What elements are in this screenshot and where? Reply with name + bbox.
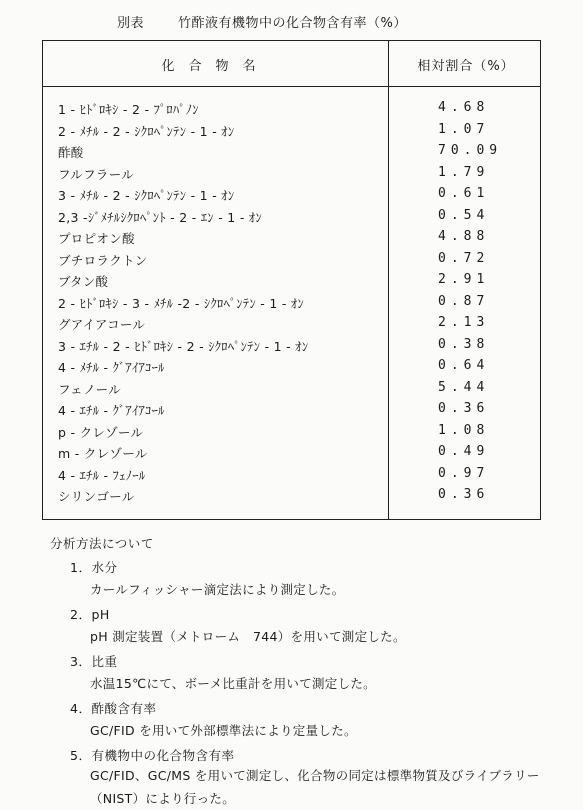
compound-name: 1 - ﾋﾄﾞﾛｷｼ - 2 - ﾌﾟﾛﾊﾟﾉﾝ xyxy=(58,102,199,117)
compound-name: 2,3 -ｼﾞﾒﾁﾙｼｸﾛﾍﾟﾝﾄ - 2 - ｴﾝ - 1 - ｵﾝ xyxy=(58,209,262,225)
relative-ratio-value: 0.36 xyxy=(438,487,490,502)
table-row xyxy=(43,163,540,185)
table-row xyxy=(43,399,540,421)
table-row xyxy=(43,141,540,163)
compound-name: 4 - ﾒﾁﾙ - ｸﾞｱｲｱｺｰﾙ xyxy=(58,360,165,375)
compound-name: 2 - ﾋﾄﾞﾛｷｼ - 3 - ﾒﾁﾙ -2 - ｼｸﾛﾍﾟﾝﾃﾝ - 1 - ｵﾝ xyxy=(58,295,305,311)
note-body-moisture: カールフィッシャー滴定法により測定した。 xyxy=(90,582,345,597)
relative-ratio-value: 0.38 xyxy=(438,336,490,352)
compound-name: 3 - ｴﾁﾙ - 2 - ﾋﾄﾞﾛｷｼ - 2 - ｼｸﾛﾍﾟﾝﾃﾝ - 1 - ｵﾝ xyxy=(58,338,309,354)
table-row xyxy=(43,227,540,249)
relative-ratio-value: 5.44 xyxy=(438,379,490,395)
compound-table xyxy=(42,40,541,520)
note-body-specific-gravity: 水温15℃にて、ボーメ比重計を用いて測定した。 xyxy=(90,676,376,691)
compound-name: 4 - ｴﾁﾙ - ｸﾞｱｲｱｺｰﾙ xyxy=(58,403,165,418)
note-body-acetic-acid: GC/FID を用いて外部標準法により定量した。 xyxy=(90,723,357,738)
table-row xyxy=(43,120,540,142)
relative-ratio-value: 0.97 xyxy=(438,465,490,481)
table-header xyxy=(43,41,540,87)
table-body xyxy=(43,98,540,507)
relative-ratio-value: 4.88 xyxy=(438,229,490,244)
note-title-organic-compounds: 5．有機物中の化合物含有率 xyxy=(70,748,235,763)
note-title-ph: 2．pH xyxy=(70,607,110,622)
compound-name: 酢酸 xyxy=(58,145,84,160)
table-row xyxy=(43,485,540,507)
compound-name: 3 - ﾒﾁﾙ - 2 - ｼｸﾛﾍﾟﾝﾃﾝ - 1 - ｵﾝ xyxy=(58,188,235,203)
relative-ratio-value: 0.54 xyxy=(438,207,490,223)
table-row xyxy=(43,292,540,314)
relative-ratio-value: 70.09 xyxy=(438,143,503,158)
table-row xyxy=(43,184,540,206)
relative-ratio-value: 1.79 xyxy=(438,164,490,180)
table-row xyxy=(43,442,540,464)
header-relative-ratio: 相対割合（%） xyxy=(417,59,515,74)
relative-ratio-value: 2.13 xyxy=(438,315,490,330)
table-row xyxy=(43,270,540,292)
table-row xyxy=(43,249,540,271)
relative-ratio-value: 4.68 xyxy=(438,100,490,115)
header-compound-name: 化合物名 xyxy=(161,59,270,74)
table-row xyxy=(43,464,540,486)
notes-heading: 分析方法について xyxy=(50,536,154,551)
note-title-moisture: 1．水分 xyxy=(70,560,118,575)
compound-name: 2 - ﾒﾁﾙ - 2 - ｼｸﾛﾍﾟﾝﾃﾝ - 1 - ｵﾝ xyxy=(58,123,235,139)
note-body-organic-compounds: GC/FID、GC/MS を用いて測定し、化合物の同定は標準物質及びライブラリー（NIST）により行った。 xyxy=(90,768,540,806)
compound-name: 4 - ｴﾁﾙ - ﾌｪﾉｰﾙ xyxy=(58,467,146,483)
note-title-acetic-acid: 4．酢酸含有率 xyxy=(70,701,157,716)
relative-ratio-value: 0.49 xyxy=(438,444,490,459)
relative-ratio-value: 0.36 xyxy=(438,401,490,416)
relative-ratio-value: 1.08 xyxy=(438,422,490,438)
relative-ratio-value: 1.07 xyxy=(438,121,490,137)
table-row xyxy=(43,378,540,400)
appendix-label: 別表 xyxy=(117,16,145,31)
relative-ratio-value: 0.72 xyxy=(438,250,490,266)
relative-ratio-value: 2.91 xyxy=(438,272,490,287)
compound-name: プロピオン酸 xyxy=(58,231,135,246)
relative-ratio-value: 0.64 xyxy=(438,358,490,373)
compound-name: ブタン酸 xyxy=(58,274,109,289)
table-row xyxy=(43,313,540,335)
table-row xyxy=(43,206,540,228)
compound-name: シリンゴール xyxy=(58,489,135,504)
relative-ratio-value: 0.61 xyxy=(438,186,490,201)
table-row xyxy=(43,356,540,378)
table-row xyxy=(43,335,540,357)
table-row xyxy=(43,98,540,120)
table-row xyxy=(43,421,540,443)
compound-name: ブチロラクトン xyxy=(58,252,148,268)
compound-name: フルフラール xyxy=(58,166,135,182)
compound-name: m - クレゾール xyxy=(58,446,148,461)
note-title-specific-gravity: 3．比重 xyxy=(70,654,118,669)
compound-name: p - クレゾール xyxy=(58,424,144,440)
compound-name: グアイアコール xyxy=(58,317,146,332)
compound-name: フェノール xyxy=(58,381,122,397)
note-body-ph: pH 測定装置（メトローム 744）を用いて測定した。 xyxy=(90,629,406,644)
relative-ratio-value: 0.87 xyxy=(438,293,490,309)
page-title: 竹酢液有機物中の化合物含有率（%） xyxy=(178,16,407,31)
